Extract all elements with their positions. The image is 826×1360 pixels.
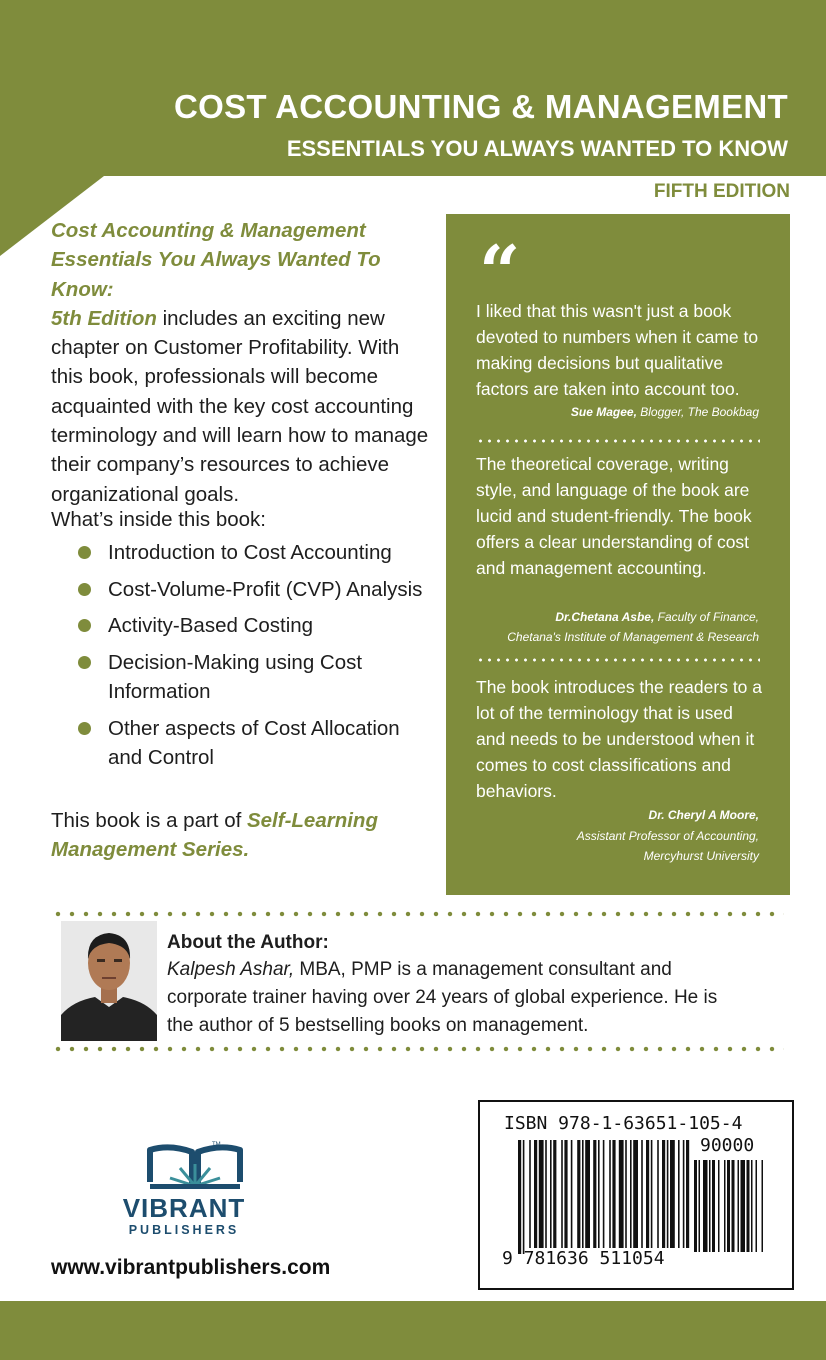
- list-item: [78, 538, 448, 568]
- barcode-bar: [633, 1140, 638, 1248]
- barcode-bar: [651, 1140, 653, 1248]
- series-name-2: Management Series.: [51, 838, 250, 861]
- publisher-website[interactable]: www.vibrantpublishers.com: [51, 1256, 331, 1279]
- list-item-text: Activity-Based Costing: [108, 614, 314, 637]
- barcode-bar: [539, 1140, 544, 1248]
- list-item-text: Other aspects of Cost Allocation and Control: [108, 716, 400, 769]
- inside-label: What’s inside this book:: [51, 508, 266, 531]
- description-book-title-2: Essentials You Always Wanted To Know:: [51, 248, 381, 301]
- barcode-bar: [598, 1140, 600, 1248]
- review-text-1: I liked that this wasn't just a book devoted to numbers when it came to making decisions but qualitative factors are taken into account too.: [476, 301, 759, 399]
- isbn-label: ISBN 978-1-63651-105-4: [504, 1113, 743, 1134]
- addon-bar: [738, 1160, 740, 1252]
- author-heading: About the Author:: [167, 932, 329, 953]
- description-edition: 5th Edition: [51, 306, 157, 330]
- trademark-label: TM: [212, 1142, 221, 1148]
- addon-bar: [727, 1160, 730, 1252]
- barcode-bar: [683, 1140, 685, 1248]
- addon-bar: [732, 1160, 735, 1252]
- barcode-bar: [523, 1140, 525, 1254]
- review-attribution-2: [555, 607, 759, 627]
- barcode-bar: [678, 1140, 680, 1248]
- addon-bar: [756, 1160, 758, 1252]
- bullet-icon: [78, 546, 91, 559]
- addon-bar: [762, 1160, 764, 1252]
- review-text-3: The book introduces the readers to a lot of the terminology that is used and needs to be understood when it comes to cost classifications and behaviors.: [476, 677, 763, 801]
- barcode-bar: [670, 1140, 675, 1248]
- addon-bar: [724, 1160, 726, 1252]
- bullet-icon: [78, 583, 91, 596]
- barcode-bar: [641, 1140, 643, 1248]
- author-bio-text: MBA, PMP is a management consultant and corporate trainer having over 24 years of global experience. He is the author of 5 bestselling books on management.: [167, 959, 718, 1036]
- publisher-subname: PUBLISHERS: [128, 1223, 240, 1237]
- addon-bar: [709, 1160, 711, 1252]
- barcode-bar: [630, 1140, 632, 1248]
- reviews-panel: [446, 214, 790, 895]
- book-title: COST ACCOUNTING & MANAGEMENT: [174, 88, 788, 125]
- list-item: [78, 611, 448, 641]
- reviewer-role-3: Assistant Professor of Accounting,: [576, 829, 759, 843]
- barcode-bar: [561, 1140, 563, 1248]
- barcode-bar: [603, 1140, 605, 1248]
- review-divider: [476, 658, 760, 662]
- book-subtitle: ESSENTIALS YOU ALWAYS WANTED TO KNOW: [286, 136, 788, 161]
- publisher-name: VIBRANT: [122, 1193, 246, 1223]
- addon-bar: [718, 1160, 720, 1252]
- author-bio: [167, 956, 747, 1040]
- barcode-bar: [545, 1140, 547, 1248]
- description-body: includes an exciting new chapter on Customer Profitability. With this book, professionals will become acquainted with the key cost accounting terminology and will learn how to manage their company’s resources to achieve organizational goals.: [51, 306, 429, 506]
- reviewer-role-1: Blogger, The Bookbag: [636, 405, 759, 419]
- barcode-bar: [550, 1140, 552, 1248]
- barcode-bar: [593, 1140, 596, 1248]
- barcode-bar: [619, 1140, 624, 1248]
- list-item: [78, 648, 378, 707]
- barcode-bar: [609, 1140, 611, 1248]
- barcode-digits: 9 781636 511054: [502, 1248, 665, 1269]
- list-item: [78, 575, 448, 605]
- review-attribution-1: [571, 402, 759, 422]
- barcode-bar: [686, 1140, 689, 1248]
- bullet-icon: [78, 722, 91, 735]
- barcode-bar: [585, 1140, 590, 1248]
- reviewer-affiliation-3: Mercyhurst University: [643, 849, 759, 863]
- quote-icon: “: [479, 229, 521, 314]
- barcode-bar: [553, 1140, 556, 1248]
- description-book-title-1: Cost Accounting & Management: [51, 219, 366, 242]
- book-description: [51, 216, 429, 509]
- contents-list: [78, 538, 448, 780]
- section-divider: [51, 911, 784, 917]
- series-prefix: This book is a part of: [51, 809, 247, 832]
- reviewer-name-1: Sue Magee,: [570, 405, 637, 419]
- reviewer-affiliation-2: Chetana's Institute of Management & Research: [507, 630, 759, 644]
- barcode-bar: [646, 1140, 649, 1248]
- price-addon: 90000: [700, 1135, 755, 1156]
- barcode-bar: [529, 1140, 531, 1248]
- addon-bar: [699, 1160, 701, 1252]
- list-item-text: Introduction to Cost Accounting: [108, 541, 392, 564]
- edition-label: FIFTH EDITION: [653, 181, 790, 202]
- barcode-bar: [625, 1140, 627, 1248]
- series-name-1: Self-Learning: [246, 809, 378, 832]
- review-text-2: The theoretical coverage, writing style, and language of the book are lucid and student-friendly. The book offers a clear understanding of cost and management accounting.: [476, 454, 752, 578]
- addon-bar: [712, 1160, 715, 1252]
- barcode-bar: [534, 1140, 537, 1248]
- reviewer-name-3: Dr. Cheryl A Moore,: [648, 808, 759, 822]
- bullet-icon: [78, 656, 91, 669]
- barcode-bar: [571, 1140, 573, 1248]
- reviewer-role-2: Faculty of Finance,: [654, 610, 759, 624]
- addon-bar: [741, 1160, 746, 1252]
- barcode-bar: [564, 1140, 567, 1248]
- series-note: [51, 806, 431, 864]
- addon-bar: [703, 1160, 708, 1252]
- list-item-text: Decision-Making using Cost Information: [108, 650, 363, 703]
- addon-bar: [751, 1160, 753, 1252]
- barcode-bar: [662, 1140, 665, 1248]
- barcode-bar: [667, 1140, 669, 1248]
- author-name: Kalpesh Ashar,: [167, 959, 295, 980]
- reviewer-name-2: Dr.Chetana Asbe,: [555, 610, 655, 624]
- barcode-bar: [657, 1140, 659, 1248]
- barcode-bar: [582, 1140, 584, 1248]
- list-item: [78, 714, 428, 773]
- addon-bar: [694, 1160, 697, 1252]
- section-divider: [51, 1046, 784, 1052]
- author-photo: [61, 921, 157, 1041]
- bullet-icon: [78, 619, 91, 632]
- review-divider: [476, 439, 760, 443]
- barcode: [478, 1100, 794, 1290]
- list-item-text: Cost-Volume-Profit (CVP) Analysis: [108, 577, 423, 601]
- barcode-bar: [518, 1140, 521, 1254]
- barcode-bar: [612, 1140, 615, 1248]
- barcode-bar: [577, 1140, 580, 1248]
- addon-bar: [747, 1160, 750, 1252]
- footer-band: [0, 1301, 826, 1360]
